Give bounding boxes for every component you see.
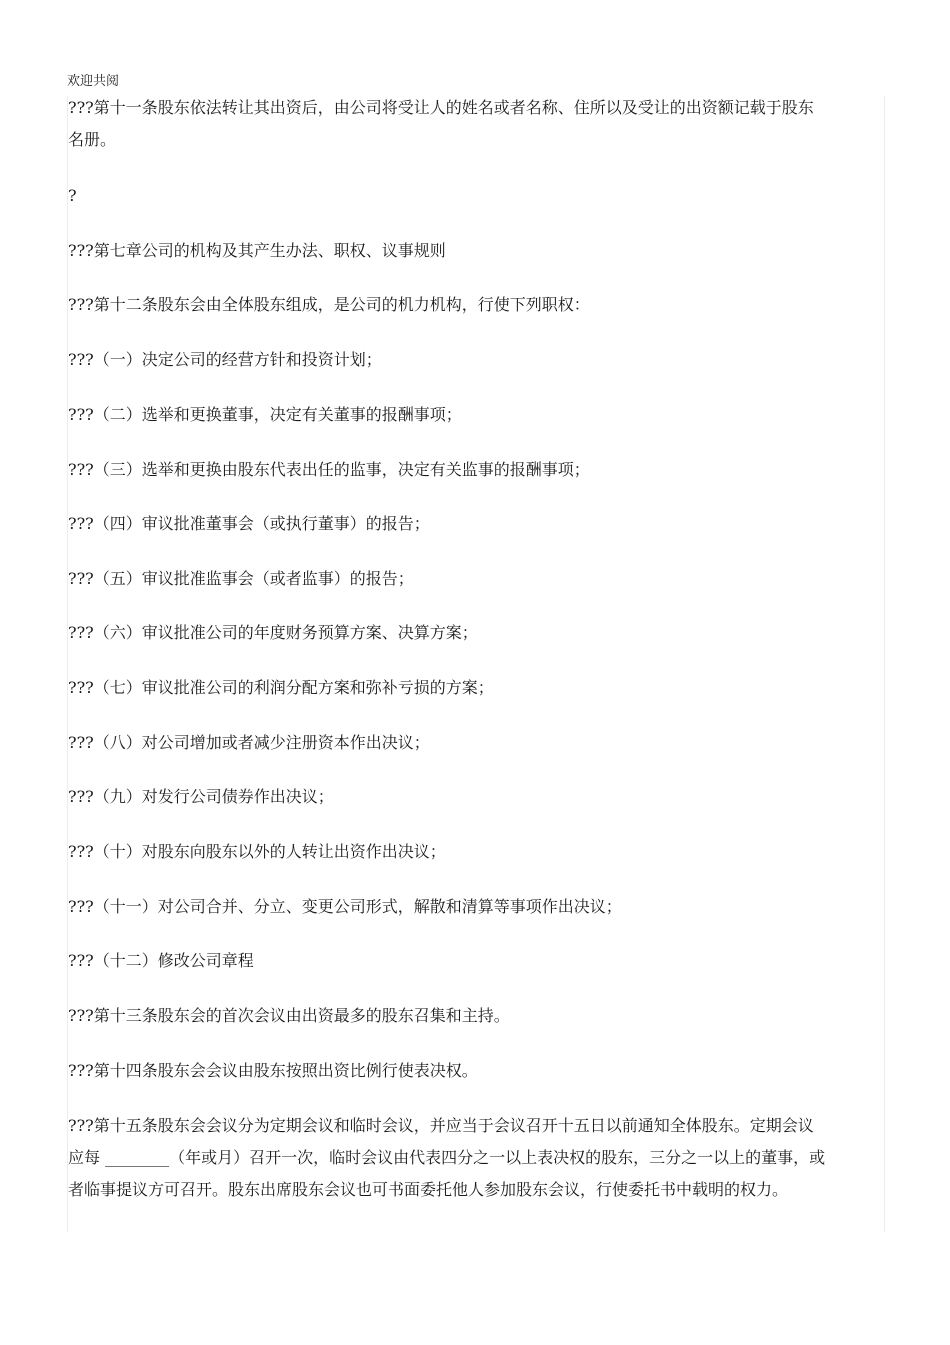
paragraph-item-9: ???（九）对发行公司债券作出决议； — [68, 787, 334, 806]
paragraph-item-10: ???（十）对股东向股东以外的人转让出资作出决议； — [68, 842, 446, 861]
paragraph-article-12: ???第十二条股东会由全体股东组成，是公司的机力机构，行使下列职权： — [68, 295, 590, 314]
paragraph-article-11: ???第十一条股东依法转让其出资后，由公司将受让人的姓名或者名称、住所以及受让的出资额记载于股东名册。 — [68, 98, 814, 149]
paragraph-item-7: ???（七）审议批准公司的利润分配方案和弥补亏损的方案； — [68, 678, 494, 697]
paragraph-item-1: ???（一）决定公司的经营方针和投资计划； — [68, 350, 382, 369]
paragraph-item-6: ???（六）审议批准公司的年度财务预算方案、决算方案； — [68, 623, 478, 642]
paragraph-placeholder: ? — [68, 186, 77, 205]
paragraph-item-4: ???（四）审议批准董事会（或执行董事）的报告； — [68, 514, 430, 533]
paragraph-item-8: ???（八）对公司增加或者减少注册资本作出决议； — [68, 733, 430, 752]
paragraph-article-13: ???第十三条股东会的首次会议由出资最多的股东召集和主持。 — [68, 1006, 510, 1025]
paragraph-item-5: ???（五）审议批准监事会（或者监事）的报告； — [68, 569, 414, 588]
paragraph-item-3: ???（三）选举和更换由股东代表出任的监事，决定有关监事的报酬事项； — [68, 460, 590, 479]
paragraph-item-11: ???（十一）对公司合并、分立、变更公司形式，解散和清算等事项作出决议； — [68, 897, 622, 916]
paragraph-item-2: ???（二）选举和更换董事，决定有关董事的报酬事项； — [68, 405, 462, 424]
paragraph-chapter-7-title: ???第七章公司的机构及其产生办法、职权、议事规则 — [68, 241, 446, 260]
paragraph-article-15: ???第十五条股东会会议分为定期会议和临时会议，并应当于会议召开十五日以前通知全体股东。定期会议应每 ________（年或月）召开一次，临时会议由代表四分之一以上表决权的股东，三分之一以上的董事，或者临事提议方可召开。股东出席股东会议也可书面委托他人参加股东会议，行使委托书中载明的权力。 — [68, 1116, 826, 1199]
document-body — [67, 96, 885, 1232]
paragraph-item-12: ???（十二）修改公司章程 — [68, 951, 254, 970]
page-header: 欢迎共阅 — [67, 74, 120, 89]
paragraph-article-14: ???第十四条股东会会议由股东按照出资比例行使表决权。 — [68, 1061, 478, 1080]
